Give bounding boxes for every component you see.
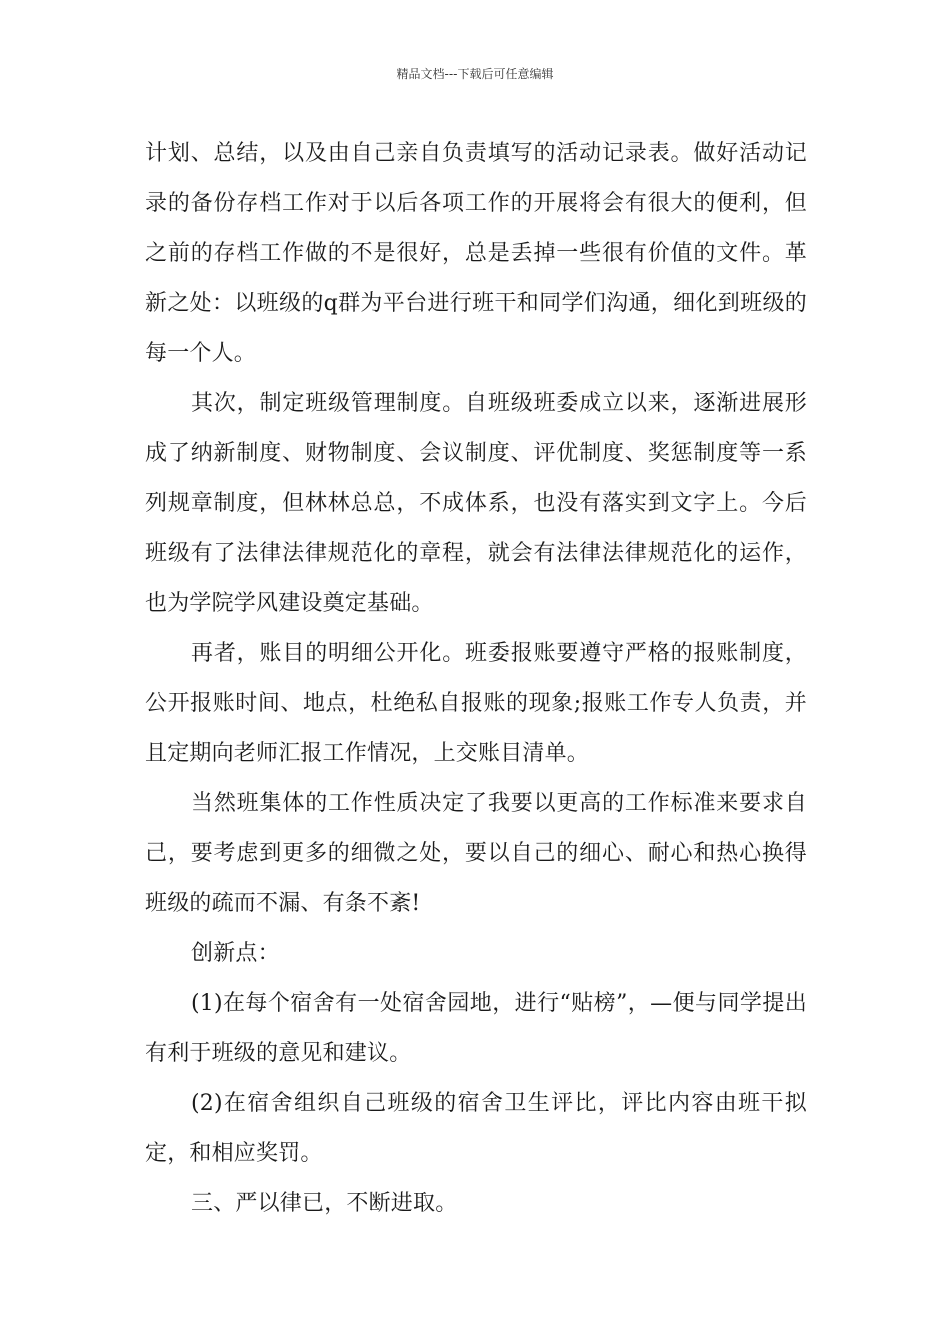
paragraph-innovation-heading: 创新点： (191, 941, 280, 966)
paragraph-standards: 当然班集体的工作性质决定了我要以更高的工作标准来要求自己，要考虑到更多的细微之处，要以自己的细心、耐心和热心换得班级的疏而不漏、有条不紊! (145, 791, 807, 916)
paragraph-accounts: 再者，账目的明细公开化。班委报账要遵守严格的报账制度，公开报账时间、地点，杜绝私自报账的现象;报账工作专人负责，并且定期向老师汇报工作情况，上交账目清单。 (145, 641, 807, 766)
page-header: 精品文档---下载后可任意编辑 (396, 67, 554, 81)
document-body (145, 129, 807, 1229)
section-heading-three: 三、严以律已，不断进取。 (191, 1191, 458, 1216)
paragraph-innovation-1: (1)在每个宿舍有一处宿舍园地，进行“贴榜”，—便与同学提出有利于班级的意见和建议。 (145, 991, 807, 1066)
paragraph-archive: 计划、总结，以及由自己亲自负责填写的活动记录表。做好活动记录的备份存档工作对于以后各项工作的开展将会有很大的便利，但之前的存档工作做的不是很好，总是丢掉一些很有价值的文件。革新之处：以班级的q群为平台进行班干和同学们沟通，细化到班级的每一个人。 (145, 141, 807, 366)
paragraph-innovation-2: (2)在宿舍组织自己班级的宿舍卫生评比，评比内容由班干拟定，和相应奖罚。 (145, 1091, 807, 1166)
paragraph-management-system: 其次，制定班级管理制度。自班级班委成立以来，逐渐进展形成了纳新制度、财物制度、会议制度、评优制度、奖惩制度等一系列规章制度，但林林总总，不成体系，也没有落实到文字上。今后班级有了法律法律规范化的章程，就会有法律法律规范化的运作，也为学院学风建设奠定基础。 (145, 391, 807, 616)
